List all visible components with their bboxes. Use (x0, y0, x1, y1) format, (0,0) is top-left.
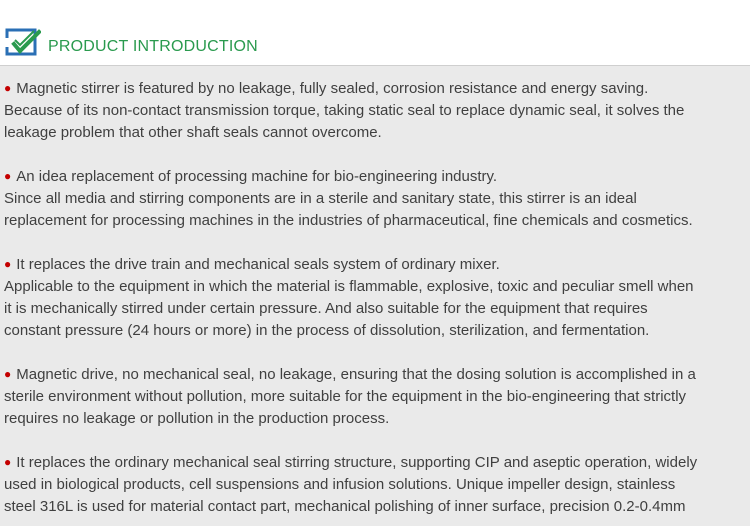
paragraph-line: requires no leakage or pollution in the production process. (4, 410, 390, 427)
bullet-icon: ● (4, 169, 12, 183)
paragraph-line: Because of its non-contact transmission torque, taking static seal to replace dynamic seal, it solves the (4, 102, 685, 119)
paragraph-3 (4, 254, 748, 342)
document-check-logo-icon (5, 27, 41, 57)
paragraph-line: ● Magnetic drive, no mechanical seal, no leakage, ensuring that the dosing solution is accomplished in a (4, 366, 696, 383)
bullet-icon: ● (4, 81, 12, 95)
paragraph-1 (4, 78, 748, 144)
paragraph-4 (4, 364, 748, 430)
paragraph-line: constant pressure (24 hours or more) in the process of dissolution, sterilization, and fermentation. (4, 322, 650, 339)
product-introduction-body (0, 66, 750, 526)
paragraph-line: ● It replaces the drive train and mechanical seals system of ordinary mixer. (4, 256, 500, 273)
paragraph-line: it is mechanically stirred under certain pressure. And also suitable for the equipment that requires (4, 300, 648, 317)
bullet-icon: ● (4, 367, 12, 381)
paragraph-line: Applicable to the equipment in which the material is flammable, explosive, toxic and peculiar smell when (4, 278, 694, 295)
paragraph-line: ● An idea replacement of processing machine for bio-engineering industry. (4, 168, 498, 185)
paragraph-line: ● Magnetic stirrer is featured by no leakage, fully sealed, corrosion resistance and energy saving. (4, 80, 649, 97)
paragraph-2 (4, 166, 748, 232)
paragraph-line: steel 316L is used for material contact part, mechanical polishing of inner surface, precision 0.2-0.4mm (4, 498, 686, 515)
bullet-icon: ● (4, 257, 12, 271)
page-title: PRODUCT INTRODUCTION (48, 38, 258, 55)
section-header (0, 0, 750, 66)
paragraph-line: Since all media and stirring components are in a sterile and sanitary state, this stirrer is an ideal (4, 190, 637, 207)
paragraph-line: used in biological products, cell suspensions and infusion solutions. Unique impeller design, stainless (4, 476, 676, 493)
paragraph-line: sterile environment without pollution, more suitable for the equipment in the bio-engineering that strictly (4, 388, 687, 405)
paragraph-line: replacement for processing machines in the industries of pharmaceutical, fine chemicals and cosmetics. (4, 212, 693, 229)
bullet-icon: ● (4, 455, 12, 469)
paragraph-5 (4, 452, 748, 518)
paragraph-line: leakage problem that other shaft seals cannot overcome. (4, 124, 382, 141)
paragraph-line: ● It replaces the ordinary mechanical seal stirring structure, supporting CIP and aseptic operation, widely (4, 454, 698, 471)
